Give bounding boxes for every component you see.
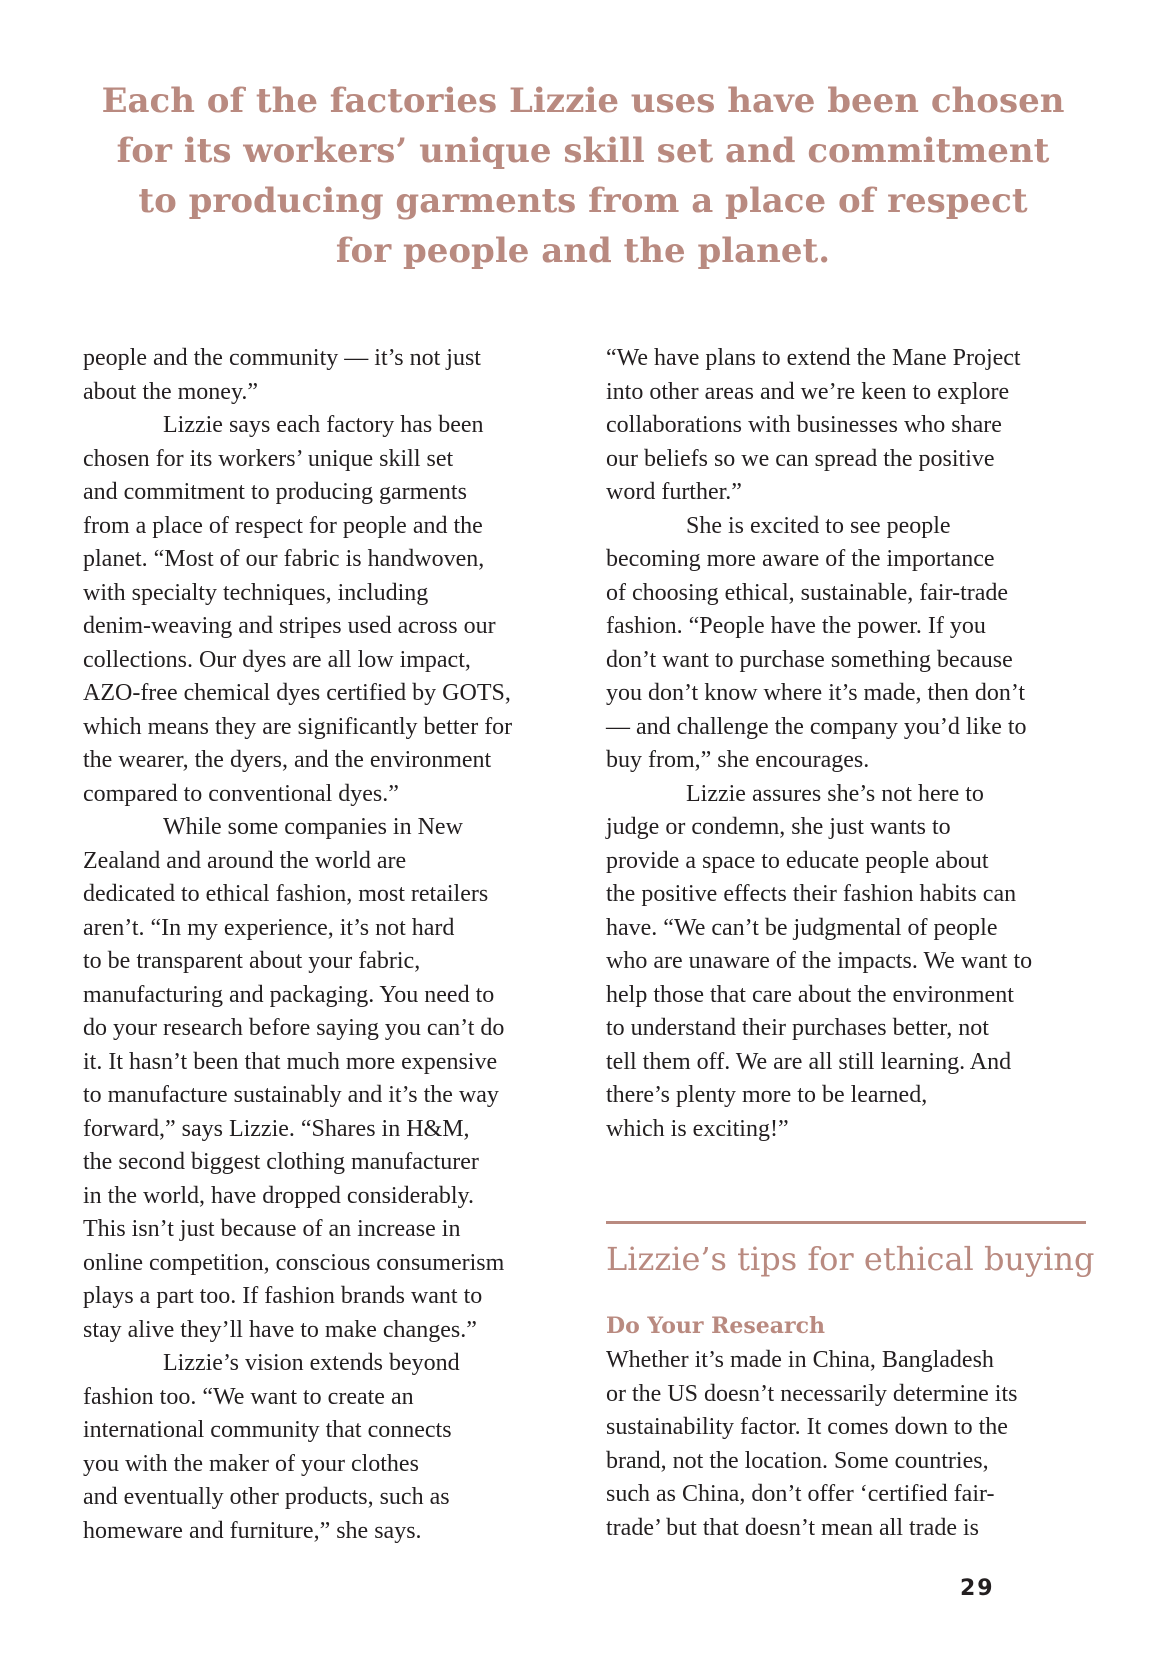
paragraph: “We have plans to extend the Mane Project into other areas and we’re keen to explore collaborations with businesses who share our beliefs so we can spread the positive word further.”: [606, 345, 1021, 505]
tips-subheading: Do Your Research: [606, 1313, 826, 1339]
paragraph: Lizzie assures she’s not here to judge or condemn, she just wants to provide a space to educate people about the positive effects their fashion habits can have. “We can’t be judgmental of people who are unaware of the impacts. We want to help those that care about the environment to understand their purchases better, not tell them off. We are all still learning. And there’s plenty more to be learned, which is exciting!”: [606, 780, 1033, 1142]
left-column: [83, 342, 563, 1548]
right-column: [606, 342, 1086, 1146]
tips-body-text: Whether it’s made in China, Bangladesh or the US doesn’t necessarily determine its sustainability factor. It comes down to the brand, not the location. Some countries, such as China, don’t offer ‘certified fair- trade’ but that doesn’t mean all trade is: [606, 1347, 1018, 1541]
paragraph: Lizzie’s vision extends beyond fashion too. “We want to create an international community that connects you with the maker of your clothes and eventually other products, such as homeware and furniture,” she says.: [83, 1350, 460, 1544]
tips-section-title: Lizzie’s tips for ethical buying: [606, 1240, 1095, 1278]
paragraph: She is excited to see people becoming more aware of the importance of choosing ethical, sustainable, fair-trade fashion. “People have the power. If you don’t want to purchase something because you don’t know where it’s made, then don’t — and challenge the company you’d like to buy from,” she encourages.: [606, 512, 1027, 773]
page-number: 29: [960, 1576, 995, 1601]
paragraph: Lizzie says each factory has been chosen for its workers’ unique skill set and commitment to producing garments from a place of respect for people and the planet. “Most of our fabric is handwoven, with specialty techniques, including denim-weaving and stripes used across our collections. Our dyes are all low impact, AZO-free chemical dyes certified by GOTS, which means they are significantly better for the wearer, the dyers, and the environment compared to conventional dyes.”: [83, 412, 513, 807]
paragraph: While some companies in New Zealand and around the world are dedicated to ethical fashion, most retailers aren’t. “In my experience, it’s not hard to be transparent about your fabric, manufacturing and packaging. You need to do your research before saying you can’t do it. It hasn’t been that much more expensive to manufacture sustainably and it’s the way forward,” says Lizzie. “Shares in H&M, the second biggest clothing manufacturer in the world, have dropped considerably. This isn’t just because of an increase in online competition, conscious consumerism plays a part too. If fashion brands want to stay alive they’ll have to make changes.”: [83, 814, 505, 1343]
section-divider: [606, 1221, 1086, 1224]
pull-quote: Each of the factories Lizzie uses have been chosen for its workers’ unique skill set and commitment to producing garments from a place of respect for people and the planet.: [101, 81, 1065, 271]
paragraph: people and the community — it’s not just about the money.”: [83, 345, 481, 405]
